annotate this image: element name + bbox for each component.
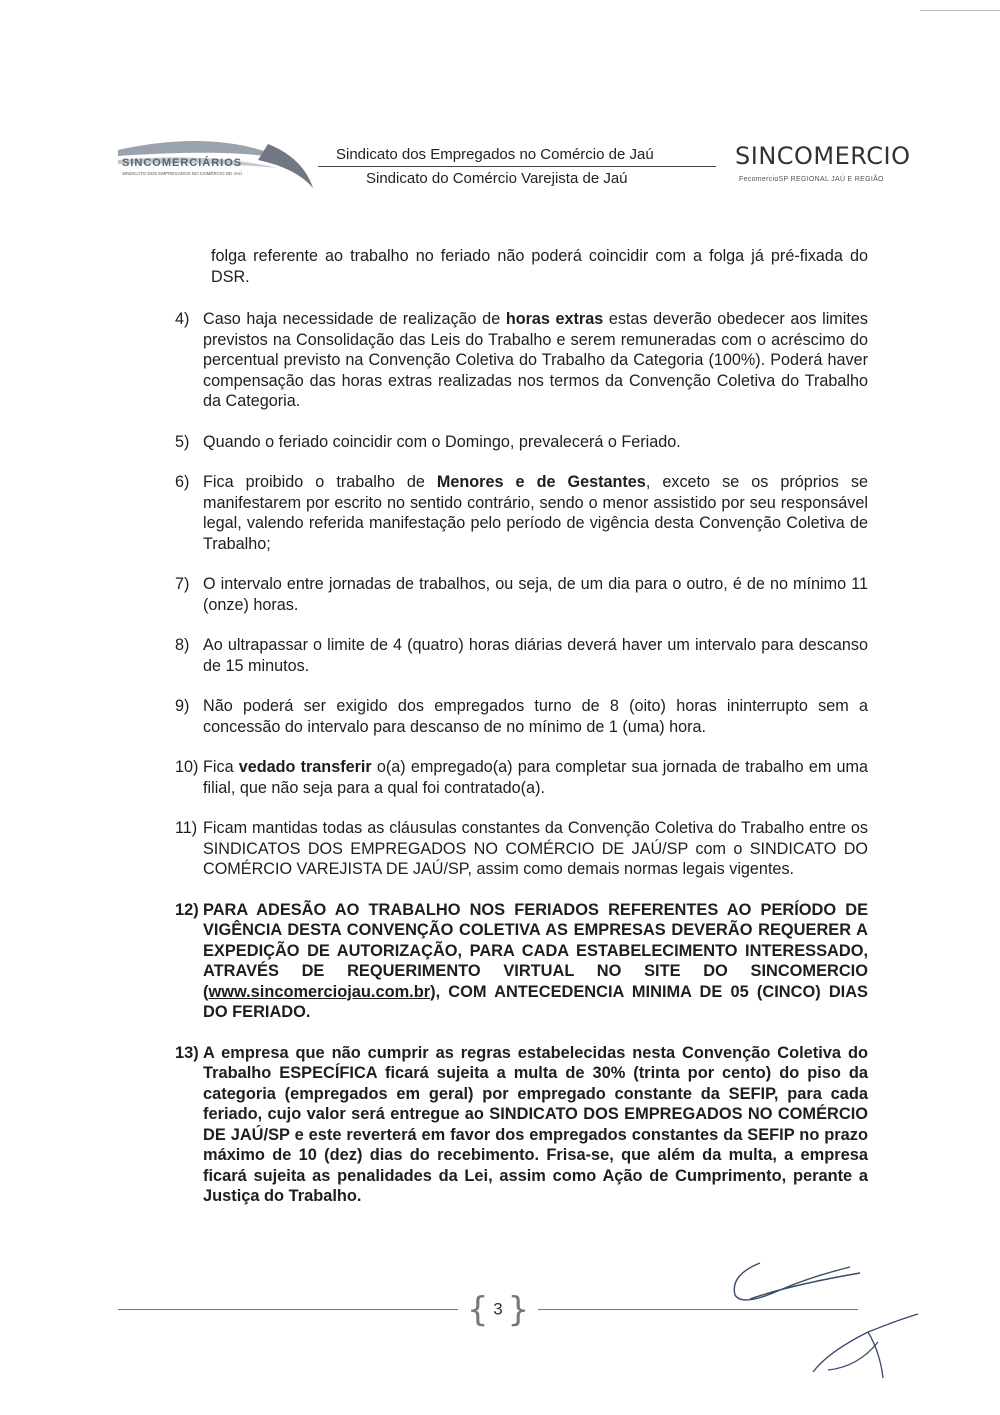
list-item: 4) Caso haja necessidade de realização de horas extras estas deverão obedecer aos limites previstos na Consolidação das Leis do Trabalho e serem remuneradas com o acréscimo do percentual previsto na Convenção Coletiva do Trabalho da Categoria (100%). Poderá haver compensação das horas extras realizadas nos termos da Convenção Coletiva do Trabalho da Categoria. — [175, 310, 868, 410]
list-item: 5) Quando o feriado coincidir com o Domingo, prevalecerá o Feriado. — [175, 432, 681, 451]
signature-mark — [720, 1255, 870, 1315]
footer-rule-left — [118, 1309, 458, 1310]
sincomerciarios-logo — [118, 130, 318, 190]
document-body — [175, 246, 868, 1207]
list-item: 11) Ficam mantidas todas as cláusulas constantes da Convenção Coletiva do Trabalho entre os SINDICATOS DOS EMPREGADOS NO COMÉRCIO DE JAÚ/SP com o SINDICATO DO COMÉRCIO VAREJISTA DE JAÚ/SP, assim como demais normas legais vigentes. — [175, 819, 868, 878]
list-item: 9) Não poderá ser exigido dos empregados turno de 8 (oito) horas ininterrupto sem a concessão do intervalo para descanso de no mínimo de 1 (uma) hora. — [175, 697, 868, 736]
clause-number: 9) — [175, 697, 190, 715]
clause-number: 5) — [175, 432, 190, 451]
clause-number: 10) — [175, 758, 199, 776]
initials-mark — [808, 1312, 928, 1382]
right-logo-subtitle: FecomercioSP REGIONAL JAÚ E REGIÃO — [739, 176, 884, 183]
list-item: 8) Ao ultrapassar o limite de 4 (quatro) horas diárias deverá haver um intervalo para descanso de 15 minutos. — [175, 636, 868, 675]
clause-number: 8) — [175, 636, 190, 654]
clause-number: 6) — [175, 473, 190, 491]
clause-13: 13) A empresa que não cumprir as regras estabelecidas nesta Convenção Coletiva do Trabalho ESPECÍFICA ficará sujeita a multa de 30% (trinta por cento) do piso da categoria (empregados em geral) por empregado constante da SEFIP, para cada feriado, cujo valor será entregue ao SINDICATO DOS EMPREGADOS NO COMÉRCIO DE JAÚ/SP e este reverterá em favor dos empregados constantes da SEFIP no prazo máximo de 10 (dez) dias do recebimento. Frisa-se, que além da multa, a empresa ficará sujeita as penalidades da Lei, assim como Ação de Cumprimento, perante a Justiça do Trabalho. — [175, 1043, 868, 1205]
header-titles — [318, 146, 718, 187]
clause-list — [175, 309, 868, 1207]
header-divider — [318, 166, 716, 167]
list-item: 10) Fica vedado transferir o(a) empregado(a) para completar sua jornada de trabalho em uma filial, que não seja para a qual foi contratado(a). — [175, 758, 868, 797]
intro-paragraph: folga referente ao trabalho no feriado não poderá coincidir com a folga já pré-fixada do DSR. — [211, 247, 868, 286]
page-number: { 3 } — [466, 1290, 530, 1330]
footer-rule-right — [538, 1309, 858, 1310]
clause-number: 13) — [175, 1043, 199, 1062]
left-logo-subtitle: SINDICATO DOS EMPREGADOS NO COMÉRCIO DE JAÚ — [122, 171, 242, 176]
header-line-1: Sindicato dos Empregados no Comércio de Jaú — [336, 146, 654, 163]
sincomercio-logo — [735, 142, 911, 183]
clause-number: 4) — [175, 310, 190, 328]
header-line-2: Sindicato do Comércio Varejista de Jaú — [366, 170, 628, 187]
clause-number: 11) — [175, 819, 198, 837]
clause-12: 12) PARA ADESÃO AO TRABALHO NOS FERIADOS REFERENTES AO PERÍODO DE VIGÊNCIA DESTA CONVENÇÃO COLETIVA AS EMPRESAS DEVERÃO REQUERER A EXPEDIÇÃO DE AUTORIZAÇÃO, PARA CADA ESTABELECIMENTO INTERESSADO, ATRAVÉS DE REQUERIMENTO VIRTUAL NO SITE DO SINCOMERCIO (www.sincomerciojau.com.br), COM ANTECEDENCIA MINIMA DE 05 (CINCO) DIAS DO FERIADO. — [175, 900, 868, 1021]
list-item: 6) Fica proibido o trabalho de Menores e de Gestantes, exceto se os próprios se manifestarem por escrito no sentido contrário, sendo o menor assistido por seu responsável legal, valendo referida manifestação pelo período de vigência desta Convenção Coletiva de Trabalho; — [175, 473, 869, 553]
clause-number: 7) — [175, 575, 190, 593]
list-item: 7) O intervalo entre jornadas de trabalhos, ou seja, de um dia para o outro, é de no mínimo 11 (onze) horas. — [175, 575, 868, 614]
top-edge-rule — [920, 10, 1000, 11]
right-logo-name: SINCOMERCIO — [735, 142, 911, 170]
clause-number: 12) — [175, 900, 199, 919]
sincomercio-website-link[interactable]: www.sincomerciojau.com.br — [208, 982, 431, 1001]
left-logo-name: SINCOMERCIÁRIOS — [122, 157, 243, 169]
